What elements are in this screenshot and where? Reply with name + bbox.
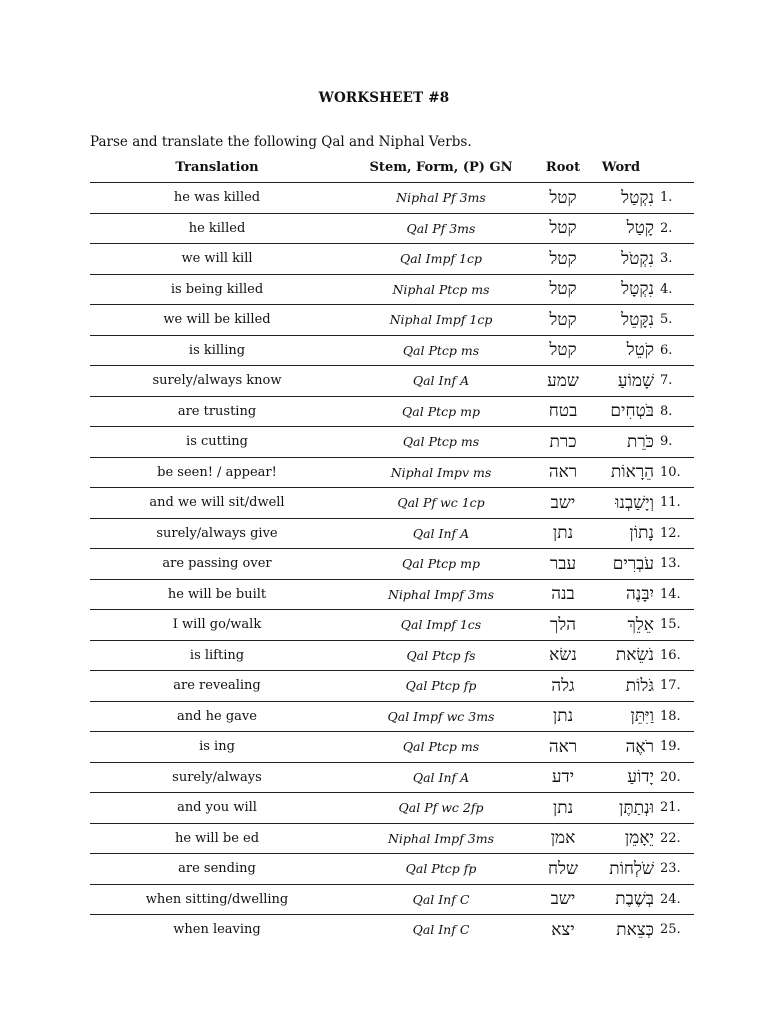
table-row — [90, 518, 694, 549]
table-row — [90, 549, 694, 580]
word-cell: יִבָּנֶה — [588, 579, 660, 610]
item-number: 7. — [660, 366, 694, 397]
stem-form-cell: Niphal Impf 1cp — [344, 305, 538, 336]
table-row — [90, 335, 694, 366]
translation-cell: is cutting — [90, 427, 344, 458]
table-row — [90, 396, 694, 427]
word-cell: בְּשֶׁבֶת — [588, 884, 660, 915]
item-number: 11. — [660, 488, 694, 519]
item-number: 2. — [660, 213, 694, 244]
stem-form-cell: Qal Pf wc 2fp — [344, 793, 538, 824]
item-number: 5. — [660, 305, 694, 336]
translation-cell: I will go/walk — [90, 610, 344, 641]
item-number: 24. — [660, 884, 694, 915]
root-cell: כרת — [538, 427, 588, 458]
item-number: 4. — [660, 274, 694, 305]
translation-cell: is lifting — [90, 640, 344, 671]
table-row — [90, 366, 694, 397]
root-cell: נתן — [538, 793, 588, 824]
translation-cell: he was killed — [90, 183, 344, 214]
header-translation: Translation — [90, 152, 344, 183]
stem-form-cell: Qal Impf 1cp — [344, 244, 538, 275]
stem-form-cell: Qal Inf C — [412, 922, 470, 938]
item-number: 21. — [660, 793, 694, 824]
root-cell: יצא — [551, 919, 575, 940]
translation-cell: is ing — [90, 732, 344, 763]
instructions: Parse and translate the following Qal and Niphal Verbs. — [90, 134, 472, 150]
header-word: Word — [588, 152, 660, 183]
header-number — [660, 152, 694, 183]
item-number: 13. — [660, 549, 694, 580]
translation-cell: and we will sit/dwell — [90, 488, 344, 519]
table-row — [90, 640, 694, 671]
word-cell: נָתוֹן — [588, 518, 660, 549]
word-cell: וַיִּתֵּן — [588, 701, 660, 732]
translation-cell: surely/always give — [90, 518, 344, 549]
item-number: 20. — [660, 762, 694, 793]
translation-cell: are revealing — [90, 671, 344, 702]
root-cell: קטל — [538, 305, 588, 336]
stem-form-cell: Niphal Impf 3ms — [344, 579, 538, 610]
word-cell: יָדוֹעַ — [588, 762, 660, 793]
stem-form-cell: Qal Ptcp fs — [344, 640, 538, 671]
word-cell: כְּצֵאת — [616, 919, 654, 940]
stem-form-cell: Niphal Pf 3ms — [344, 183, 538, 214]
word-cell: רֹאֶה — [588, 732, 660, 763]
table-row — [90, 884, 694, 915]
stem-form-cell: Qal Inf A — [344, 366, 538, 397]
root-cell: שמע — [538, 366, 588, 397]
table-row — [90, 762, 694, 793]
root-cell: גלה — [538, 671, 588, 702]
stem-form-cell: Qal Ptcp fp — [344, 671, 538, 702]
translation-cell: and he gave — [90, 701, 344, 732]
stem-form-cell: Qal Inf A — [344, 762, 538, 793]
stem-form-cell: Niphal Impv ms — [344, 457, 538, 488]
translation-cell: be seen! / appear! — [90, 457, 344, 488]
table-row — [90, 457, 694, 488]
item-number: 19. — [660, 732, 694, 763]
root-cell: ידע — [538, 762, 588, 793]
item-number: 8. — [660, 396, 694, 427]
translation-cell: we will be killed — [90, 305, 344, 336]
translation-cell: are trusting — [90, 396, 344, 427]
stem-form-cell: Qal Ptcp mp — [344, 549, 538, 580]
table-row — [90, 671, 694, 702]
table-row — [90, 732, 694, 763]
root-cell: ישב — [538, 488, 588, 519]
root-cell: ישב — [538, 884, 588, 915]
word-cell: נִקְטַל — [588, 183, 660, 214]
word-cell: בֹּטְחִים — [588, 396, 660, 427]
table-row — [90, 488, 694, 519]
item-number: 9. — [660, 427, 694, 458]
table-header — [90, 152, 694, 183]
table-row — [90, 183, 694, 214]
item-number: 6. — [660, 335, 694, 366]
translation-cell: are sending — [90, 854, 344, 885]
header-root: Root — [538, 152, 588, 183]
root-cell: שלח — [538, 854, 588, 885]
word-cell: קָטַל — [588, 213, 660, 244]
translation-cell: and you will — [90, 793, 344, 824]
item-number: 23. — [660, 854, 694, 885]
page-title: WORKSHEET #8 — [318, 90, 450, 106]
stem-form-cell: Qal Ptcp fp — [344, 854, 538, 885]
item-number: 10. — [660, 457, 694, 488]
table-row — [90, 610, 694, 641]
word-cell: נִקְטָל — [588, 274, 660, 305]
translation-cell: he will be built — [90, 579, 344, 610]
word-cell: וְיָשַׁבְנוּ — [588, 488, 660, 519]
word-cell: יֵאָמֵן — [588, 823, 660, 854]
table-row — [90, 793, 694, 824]
translation-cell: we will kill — [90, 244, 344, 275]
word-cell: וּנְתַתֶּן — [588, 793, 660, 824]
stem-form-cell: Qal Ptcp ms — [344, 427, 538, 458]
table-row — [90, 854, 694, 885]
item-number: 1. — [660, 183, 694, 214]
root-cell: נשׂא — [538, 640, 588, 671]
root-cell: קטל — [538, 335, 588, 366]
word-cell: עֹבְרִים — [588, 549, 660, 580]
translation-cell: is killing — [90, 335, 344, 366]
item-number: 16. — [660, 640, 694, 671]
item-number: 14. — [660, 579, 694, 610]
table-row — [90, 244, 694, 275]
stem-form-cell: Qal Impf 1cs — [344, 610, 538, 641]
root-cell: ראה — [538, 457, 588, 488]
word-cell: שֹׁלְחוֹת — [588, 854, 660, 885]
word-cell: קֹטֵל — [588, 335, 660, 366]
root-cell: קטל — [538, 244, 588, 275]
translation-cell: is being killed — [90, 274, 344, 305]
item-number: 15. — [660, 610, 694, 641]
stem-form-cell: Niphal Impf 3ms — [344, 823, 538, 854]
item-number: 3. — [660, 244, 694, 275]
stem-form-cell: Niphal Ptcp ms — [344, 274, 538, 305]
root-cell: קטל — [538, 183, 588, 214]
root-cell: נתן — [538, 701, 588, 732]
item-number: 12. — [660, 518, 694, 549]
table-row — [90, 305, 694, 336]
header-stem: Stem, Form, (P) GN — [344, 152, 538, 183]
table-row — [90, 213, 694, 244]
table-row — [90, 823, 694, 854]
translation-cell: surely/always know — [90, 366, 344, 397]
stem-form-cell: Qal Inf C — [344, 884, 538, 915]
root-cell: הלך — [538, 610, 588, 641]
root-cell: עבר — [538, 549, 588, 580]
translation-cell: when sitting/dwelling — [90, 884, 344, 915]
word-cell: נִקְטֹל — [588, 244, 660, 275]
stem-form-cell: Qal Pf wc 1cp — [344, 488, 538, 519]
translation-cell: he will be ed — [90, 823, 344, 854]
root-cell: ראה — [538, 732, 588, 763]
item-number: 25. — [660, 922, 681, 938]
root-cell: קטל — [538, 274, 588, 305]
word-cell: אֵלֵךְ — [588, 610, 660, 641]
item-number: 18. — [660, 701, 694, 732]
stem-form-cell: Qal Ptcp mp — [344, 396, 538, 427]
root-cell: אמן — [538, 823, 588, 854]
stem-form-cell: Qal Ptcp ms — [344, 335, 538, 366]
root-cell: נתן — [538, 518, 588, 549]
root-cell: בנה — [538, 579, 588, 610]
stem-form-cell: Qal Inf A — [344, 518, 538, 549]
table-row — [90, 579, 694, 610]
word-cell: שָׁמוֹעַ — [588, 366, 660, 397]
header-row — [90, 152, 694, 183]
table-row — [90, 701, 694, 732]
translation-cell: surely/always — [90, 762, 344, 793]
table-row — [90, 427, 694, 458]
table-body — [90, 183, 694, 945]
word-cell: הֵרָאוֹת — [588, 457, 660, 488]
stem-form-cell: Qal Pf 3ms — [344, 213, 538, 244]
stem-form-cell: Qal Impf wc 3ms — [344, 701, 538, 732]
worksheet-table — [90, 152, 694, 945]
root-cell: בטח — [538, 396, 588, 427]
word-cell: כֹּרֵת — [588, 427, 660, 458]
word-cell: נִקָּטֵל — [588, 305, 660, 336]
item-number: 22. — [660, 823, 694, 854]
word-cell: גֹּלוֹת — [588, 671, 660, 702]
word-cell: נֹשֵׂאת — [588, 640, 660, 671]
stem-form-cell: Qal Ptcp ms — [344, 732, 538, 763]
translation-cell: when leaving — [173, 922, 261, 938]
translation-cell: he killed — [90, 213, 344, 244]
root-cell: קטל — [538, 213, 588, 244]
table-row — [90, 915, 694, 945]
table-row — [90, 274, 694, 305]
translation-cell: are passing over — [90, 549, 344, 580]
item-number: 17. — [660, 671, 694, 702]
